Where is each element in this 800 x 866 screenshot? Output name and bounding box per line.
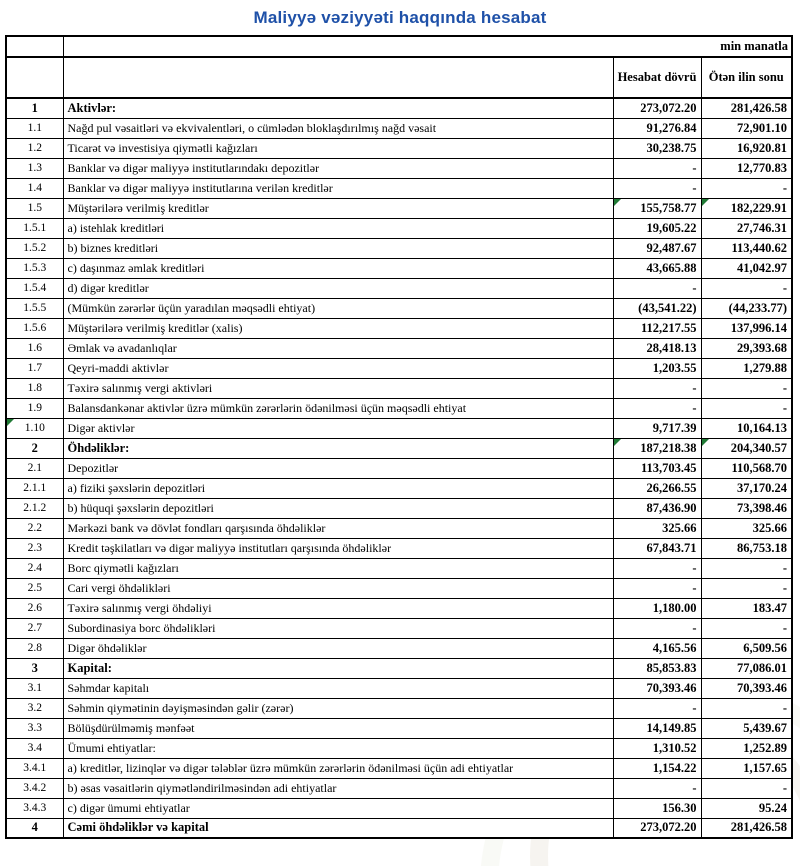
row-value-prior-year-end: 325.66 <box>701 518 792 538</box>
row-value-reporting-period: 273,072.20 <box>613 818 701 838</box>
table-row <box>6 198 792 218</box>
financial-position-table <box>5 35 793 839</box>
table-row <box>6 278 792 298</box>
row-number: 1 <box>6 98 63 118</box>
row-number: 2.8 <box>6 638 63 658</box>
row-number: 1.5.6 <box>6 318 63 338</box>
row-value-prior-year-end: 1,157.65 <box>701 758 792 778</box>
row-number: 3.2 <box>6 698 63 718</box>
row-label: Banklar və digər maliyyə institutlarına verilən kreditlər <box>63 178 613 198</box>
row-value-prior-year-end: - <box>701 558 792 578</box>
row-value-prior-year-end: 72,901.10 <box>701 118 792 138</box>
row-label: Əmlak və avadanlıqlar <box>63 338 613 358</box>
row-number: 1.4 <box>6 178 63 198</box>
table-row <box>6 238 792 258</box>
row-value-prior-year-end: 70,393.46 <box>701 678 792 698</box>
row-value-reporting-period: - <box>613 698 701 718</box>
row-value-reporting-period: 1,203.55 <box>613 358 701 378</box>
row-label: Öhdəliklər: <box>63 438 613 458</box>
row-value-prior-year-end: - <box>701 698 792 718</box>
table-row <box>6 418 792 438</box>
row-label: Müştərilərə verilmiş kreditlər (xalis) <box>63 318 613 338</box>
row-value-reporting-period excel-error-marker-icon: 187,218.38 <box>613 438 701 458</box>
row-number: 1.5.1 <box>6 218 63 238</box>
row-value-reporting-period: 92,487.67 <box>613 238 701 258</box>
row-value-reporting-period: - <box>613 278 701 298</box>
table-row <box>6 98 792 118</box>
table-row <box>6 598 792 618</box>
table-row <box>6 298 792 318</box>
unit-note: min manatla <box>63 36 792 57</box>
row-number: 3.4.3 <box>6 798 63 818</box>
row-value-reporting-period: (43,541.22) <box>613 298 701 318</box>
row-value-reporting-period: 67,843.71 <box>613 538 701 558</box>
table-row <box>6 138 792 158</box>
row-value-prior-year-end: 183.47 <box>701 598 792 618</box>
table-row <box>6 718 792 738</box>
row-label: Aktivlər: <box>63 98 613 118</box>
row-number: 1.9 <box>6 398 63 418</box>
row-label: Ümumi ehtiyatlar: <box>63 738 613 758</box>
row-value-prior-year-end: 77,086.01 <box>701 658 792 678</box>
row-value-reporting-period: - <box>613 778 701 798</box>
row-value-reporting-period: 43,665.88 <box>613 258 701 278</box>
row-label: Subordinasiya borc öhdəlikləri <box>63 618 613 638</box>
row-value-reporting-period: - <box>613 558 701 578</box>
table-row <box>6 778 792 798</box>
row-number: 1.7 <box>6 358 63 378</box>
row-label: Kapital: <box>63 658 613 678</box>
row-label: b) əsas vəsaitlərin qiymətləndirilməsindən adi ehtiyatlar <box>63 778 613 798</box>
row-value-reporting-period: 1,154.22 <box>613 758 701 778</box>
table-row <box>6 798 792 818</box>
row-value-prior-year-end: 6,509.56 <box>701 638 792 658</box>
row-number: 2.2 <box>6 518 63 538</box>
row-value-reporting-period: 87,436.90 <box>613 498 701 518</box>
row-number: 3.4.1 <box>6 758 63 778</box>
table-row <box>6 818 792 838</box>
row-label: d) digər kreditlər <box>63 278 613 298</box>
row-label: b) hüquqi şəxslərin depozitləri <box>63 498 613 518</box>
row-label: a) fiziki şəxslərin depozitləri <box>63 478 613 498</box>
table-row <box>6 158 792 178</box>
row-number: 1.5 <box>6 198 63 218</box>
row-value-prior-year-end: 37,170.24 <box>701 478 792 498</box>
row-label: Bölüşdürülməmiş mənfəət <box>63 718 613 738</box>
row-number: 3.4.2 <box>6 778 63 798</box>
row-value-prior-year-end: - <box>701 278 792 298</box>
table-row <box>6 538 792 558</box>
row-value-prior-year-end: - <box>701 578 792 598</box>
table-row <box>6 258 792 278</box>
row-value-reporting-period: 113,703.45 <box>613 458 701 478</box>
row-label: Mərkəzi bank və dövlət fondları qarşısında öhdəliklər <box>63 518 613 538</box>
table-row <box>6 118 792 138</box>
table-row <box>6 518 792 538</box>
table-row <box>6 438 792 458</box>
row-label: Ticarət və investisiya qiymətli kağızları <box>63 138 613 158</box>
row-number: 1.8 <box>6 378 63 398</box>
row-value-reporting-period: - <box>613 618 701 638</box>
row-number: 2.3 <box>6 538 63 558</box>
row-label: Təxirə salınmış vergi öhdəliyi <box>63 598 613 618</box>
row-value-prior-year-end: 12,770.83 <box>701 158 792 178</box>
row-value-prior-year-end: - <box>701 778 792 798</box>
row-value-prior-year-end: 1,279.88 <box>701 358 792 378</box>
row-number: 3.1 <box>6 678 63 698</box>
row-value-prior-year-end: 281,426.58 <box>701 818 792 838</box>
row-number: 3.3 <box>6 718 63 738</box>
row-value-prior-year-end: 29,393.68 <box>701 338 792 358</box>
row-label: c) digər ümumi ehtiyatlar <box>63 798 613 818</box>
row-value-prior-year-end: 86,753.18 <box>701 538 792 558</box>
row-number: 1.5.5 <box>6 298 63 318</box>
row-number: 1.5.4 <box>6 278 63 298</box>
row-label: c) daşınmaz əmlak kreditləri <box>63 258 613 278</box>
row-value-reporting-period: 156.30 <box>613 798 701 818</box>
row-value-reporting-period: 1,180.00 <box>613 598 701 618</box>
row-value-reporting-period: - <box>613 578 701 598</box>
row-label: Səhmdar kapitalı <box>63 678 613 698</box>
row-label: Nağd pul vəsaitləri və ekvivalentləri, o cümlədən bloklaşdırılmış nağd vəsait <box>63 118 613 138</box>
row-number: 2.4 <box>6 558 63 578</box>
row-value-reporting-period: 91,276.84 <box>613 118 701 138</box>
row-value-prior-year-end excel-error-marker-icon: 204,340.57 <box>701 438 792 458</box>
row-value-reporting-period: 112,217.55 <box>613 318 701 338</box>
row-label: Təxirə salınmış vergi aktivləri <box>63 378 613 398</box>
row-value-prior-year-end: 110,568.70 <box>701 458 792 478</box>
unit-note-row <box>6 36 792 57</box>
row-number: 2.6 <box>6 598 63 618</box>
row-number excel-error-marker-icon: 1.10 <box>6 418 63 438</box>
table-row <box>6 378 792 398</box>
table-row <box>6 578 792 598</box>
row-value-prior-year-end: - <box>701 378 792 398</box>
row-value-prior-year-end: - <box>701 178 792 198</box>
row-label: a) istehlak kreditləri <box>63 218 613 238</box>
table-row <box>6 458 792 478</box>
row-label: a) kreditlər, lizinqlər və digər tələblər üzrə mümkün zərərlərin ödənilməsi üçün adi ehtiyatlar <box>63 758 613 778</box>
row-value-reporting-period: 325.66 <box>613 518 701 538</box>
table-row <box>6 558 792 578</box>
row-label: Qeyri-maddi aktivlər <box>63 358 613 378</box>
row-number: 1.6 <box>6 338 63 358</box>
table-row <box>6 738 792 758</box>
row-label: Cəmi öhdəliklər və kapital <box>63 818 613 838</box>
table-row <box>6 478 792 498</box>
row-number: 1.3 <box>6 158 63 178</box>
row-value-prior-year-end excel-error-marker-icon: 182,229.91 <box>701 198 792 218</box>
header-empty-no <box>6 57 63 98</box>
unit-row-spacer <box>6 36 63 57</box>
row-value-prior-year-end: 10,164.13 <box>701 418 792 438</box>
row-label: Borc qiymətli kağızları <box>63 558 613 578</box>
row-label: Banklar və digər maliyyə institutlarındakı depozitlər <box>63 158 613 178</box>
row-label: Digər aktivlər <box>63 418 613 438</box>
header-empty-label <box>63 57 613 98</box>
header-reporting-period: Hesabat dövrü <box>613 57 701 98</box>
row-number: 4 <box>6 818 63 838</box>
row-value-prior-year-end: 16,920.81 <box>701 138 792 158</box>
row-label: Balansdankənar aktivlər üzrə mümkün zərərlərin ödənilməsi üçün məqsədli ehtiyat <box>63 398 613 418</box>
row-value-reporting-period: 1,310.52 <box>613 738 701 758</box>
table-row <box>6 178 792 198</box>
table-row <box>6 658 792 678</box>
row-label: Səhmin qiymətinin dəyişməsindən gəlir (zərər) <box>63 698 613 718</box>
row-number: 2 <box>6 438 63 458</box>
row-label: b) biznes kreditləri <box>63 238 613 258</box>
table-row <box>6 498 792 518</box>
row-label: Kredit təşkilatları və digər maliyyə institutları qarşısında öhdəliklər <box>63 538 613 558</box>
row-number: 1.1 <box>6 118 63 138</box>
row-number: 1.5.3 <box>6 258 63 278</box>
row-label: (Mümkün zərərlər üçün yaradılan məqsədli ehtiyat) <box>63 298 613 318</box>
row-value-prior-year-end: - <box>701 618 792 638</box>
row-number: 2.1 <box>6 458 63 478</box>
row-value-reporting-period: 85,853.83 <box>613 658 701 678</box>
row-value-prior-year-end: 137,996.14 <box>701 318 792 338</box>
table-row <box>6 678 792 698</box>
row-value-prior-year-end: 27,746.31 <box>701 218 792 238</box>
row-value-reporting-period: 4,165.56 <box>613 638 701 658</box>
row-value-reporting-period: 30,238.75 <box>613 138 701 158</box>
row-number: 2.1.1 <box>6 478 63 498</box>
row-number: 3.4 <box>6 738 63 758</box>
row-number: 2.7 <box>6 618 63 638</box>
row-value-reporting-period: 26,266.55 <box>613 478 701 498</box>
row-value-prior-year-end: 95.24 <box>701 798 792 818</box>
page-title: Maliyyə vəziyyəti haqqında hesabat <box>253 8 547 27</box>
row-value-reporting-period: - <box>613 378 701 398</box>
table-row <box>6 358 792 378</box>
row-value-reporting-period: 19,605.22 <box>613 218 701 238</box>
report-table-body <box>6 98 792 838</box>
table-row <box>6 318 792 338</box>
row-value-reporting-period excel-error-marker-icon: 155,758.77 <box>613 198 701 218</box>
row-label: Digər öhdəliklər <box>63 638 613 658</box>
table-header-row <box>6 57 792 98</box>
row-value-reporting-period: - <box>613 398 701 418</box>
table-row <box>6 618 792 638</box>
row-value-reporting-period: 70,393.46 <box>613 678 701 698</box>
header-prior-year-end: Ötən ilin sonu <box>701 57 792 98</box>
row-value-reporting-period: - <box>613 158 701 178</box>
row-value-reporting-period: 28,418.13 <box>613 338 701 358</box>
row-value-prior-year-end: 73,398.46 <box>701 498 792 518</box>
row-value-reporting-period: - <box>613 178 701 198</box>
row-value-prior-year-end: 5,439.67 <box>701 718 792 738</box>
row-number: 3 <box>6 658 63 678</box>
row-value-reporting-period: 9,717.39 <box>613 418 701 438</box>
row-label: Depozitlər <box>63 458 613 478</box>
row-value-reporting-period: 14,149.85 <box>613 718 701 738</box>
row-number: 2.5 <box>6 578 63 598</box>
row-value-prior-year-end: 281,426.58 <box>701 98 792 118</box>
row-value-prior-year-end: (44,233.77) <box>701 298 792 318</box>
table-row <box>6 218 792 238</box>
row-value-prior-year-end: 1,252.89 <box>701 738 792 758</box>
row-label: Cari vergi öhdəlikləri <box>63 578 613 598</box>
table-row <box>6 398 792 418</box>
table-row <box>6 758 792 778</box>
row-label: Müştərilərə verilmiş kreditlər <box>63 198 613 218</box>
table-row <box>6 698 792 718</box>
row-number: 1.5.2 <box>6 238 63 258</box>
row-value-prior-year-end: 113,440.62 <box>701 238 792 258</box>
table-row <box>6 638 792 658</box>
row-value-prior-year-end: - <box>701 398 792 418</box>
row-value-reporting-period: 273,072.20 <box>613 98 701 118</box>
row-number: 2.1.2 <box>6 498 63 518</box>
row-number: 1.2 <box>6 138 63 158</box>
table-row <box>6 338 792 358</box>
row-value-prior-year-end: 41,042.97 <box>701 258 792 278</box>
